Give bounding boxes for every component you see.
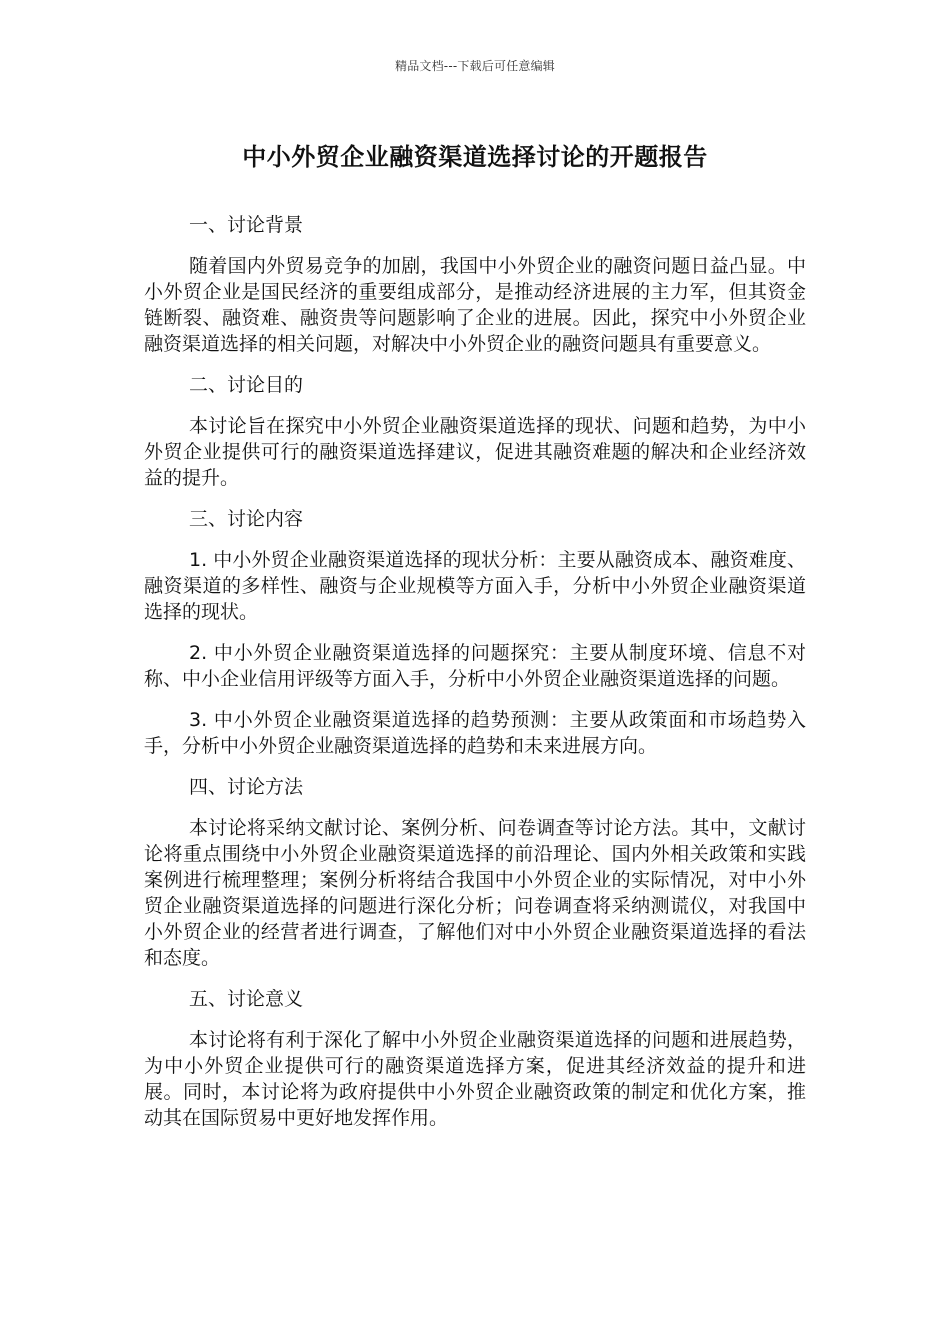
section-paragraph: 本讨论将有利于深化了解中小外贸企业融资渠道选择的问题和进展趋势，为中小外贸企业提供可行的融资渠道选择方案，促进其经济效益的提升和进展。同时，本讨论将为政府提供中小外贸企业融资政策的制定和优化方案，推动其在国际贸易中更好地发挥作用。 [144, 1029, 806, 1129]
section-paragraph: 随着国内外贸易竞争的加剧，我国中小外贸企业的融资问题日益凸显。中小外贸企业是国民经济的重要组成部分，是推动经济进展的主力军，但其资金链断裂、融资难、融资贵等问题影响了企业的进展。因此，探究中小外贸企业融资渠道选择的相关问题，对解决中小外贸企业的融资问题具有重要意义。 [144, 255, 806, 355]
section-heading-method: 四、讨论方法 [189, 776, 304, 798]
header-note: 精品文档---下载后可任意编辑 [395, 59, 555, 73]
section-heading-background: 一、讨论背景 [189, 214, 304, 236]
section-paragraph: 本讨论旨在探究中小外贸企业融资渠道选择的现状、问题和趋势，为中小外贸企业提供可行的融资渠道选择建议，促进其融资难题的解决和企业经济效益的提升。 [144, 415, 806, 489]
section-heading-purpose: 二、讨论目的 [189, 374, 304, 396]
numbered-item: 2. 中小外贸企业融资渠道选择的问题探究：主要从制度环境、信息不对称、中小企业信用评级等方面入手，分析中小外贸企业融资渠道选择的问题。 [144, 642, 806, 690]
section-heading-significance: 五、讨论意义 [189, 988, 304, 1010]
section-paragraph: 本讨论将采纳文献讨论、案例分析、问卷调查等讨论方法。其中，文献讨论将重点围绕中小外贸企业融资渠道选择的前沿理论、国内外相关政策和实践案例进行梳理整理；案例分析将结合我国中小外贸企业的实际情况，对中小外贸企业融资渠道选择的问题进行深化分析；问卷调查将采纳测谎仪，对我国中小外贸企业的经营者进行调查，了解他们对中小外贸企业融资渠道选择的看法和态度。 [144, 817, 806, 969]
numbered-item: 3. 中小外贸企业融资渠道选择的趋势预测：主要从政策面和市场趋势入手，分析中小外贸企业融资渠道选择的趋势和未来进展方向。 [144, 709, 806, 757]
numbered-item: 1. 中小外贸企业融资渠道选择的现状分析：主要从融资成本、融资难度、融资渠道的多样性、融资与企业规模等方面入手，分析中小外贸企业融资渠道选择的现状。 [144, 549, 806, 623]
document-body [144, 212, 806, 1146]
document-title: 中小外贸企业融资渠道选择讨论的开题报告 [242, 143, 708, 171]
section-heading-content: 三、讨论内容 [189, 508, 304, 530]
